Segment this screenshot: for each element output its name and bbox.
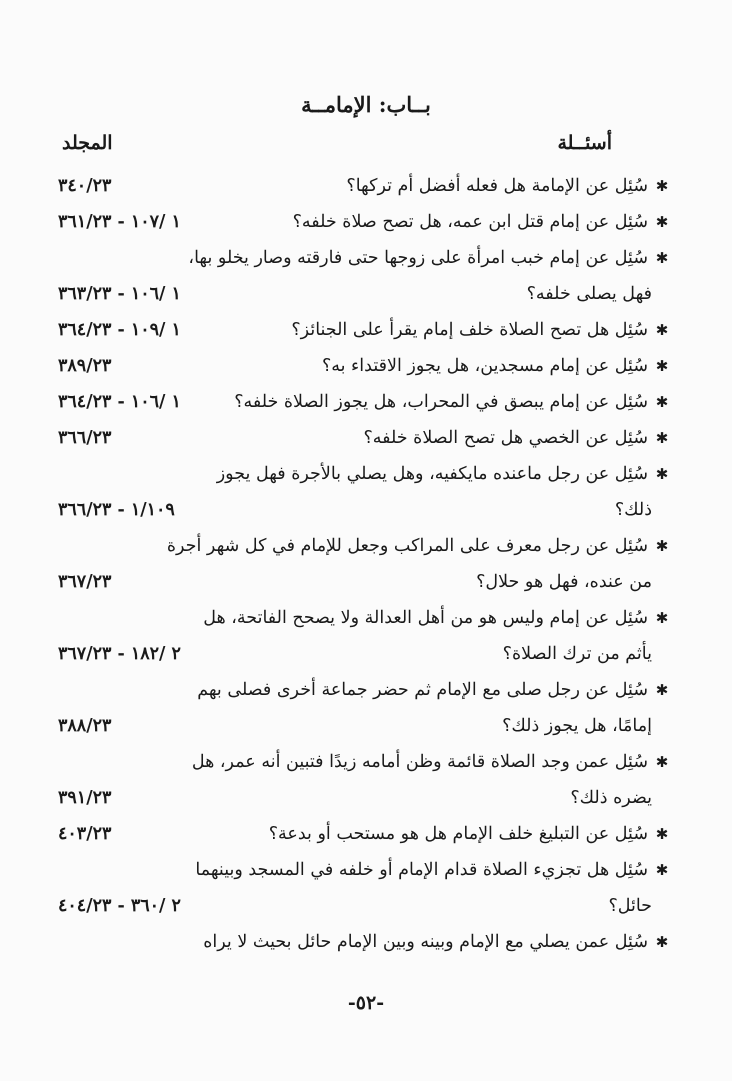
question-text: فهل يصلى خلفه؟ [526,284,652,304]
list-item [0,852,732,888]
list-item [0,276,732,312]
question-text: سُئِل عن إمام وليس هو من أهل العدالة ولا يصحح الفاتحة، هل [203,608,648,628]
question-text: حائل؟ [608,896,652,916]
list-item [0,672,732,708]
volume-reference: ١ /١٠٧ - ٣٦١/٢٣ [58,212,181,232]
list-item [0,636,732,672]
volume-reference: ١ /١٠٩ - ٣٦٤/٢٣ [58,320,181,340]
list-item [0,528,732,564]
page-number: -٥٢- [347,992,385,1014]
page-title: بــاب: الإمامــة [301,92,431,117]
volume-reference: ٣٩١/٢٣ [58,788,112,808]
volume-reference: ١ /١٠٦ - ٣٦٣/٢٣ [58,284,181,304]
question-text: يأثم من ترك الصلاة؟ [502,644,652,664]
list-item [0,456,732,492]
question-text: سُئِل عمن وجد الصلاة قائمة وظن أمامه زيدًا فتبين أنه عمر، هل [191,752,648,772]
question-text: سُئِل هل تجزيء الصلاة قدام الإمام أو خلفه في المسجد وبينهما [195,860,648,880]
list-item [0,348,732,384]
list-item [0,204,732,240]
asterisk-bullet-icon: ✱ [655,537,669,555]
asterisk-bullet-icon: ✱ [655,861,669,879]
volume-reference: ٣٦٦/٢٣ [58,428,112,448]
list-item [0,168,732,204]
list-item [0,816,732,852]
list-item [0,780,732,816]
volume-reference: ٣٨٨/٢٣ [58,716,112,736]
list-item [0,384,732,420]
list-item [0,708,732,744]
list-item [0,924,732,960]
list-item [0,600,732,636]
volume-column-header: المجلد [62,132,113,154]
question-text: سُئِل عمن يصلي مع الإمام وبينه وبين الإمام حائل بحيث لا يراه [203,932,648,952]
asterisk-bullet-icon: ✱ [655,465,669,483]
asterisk-bullet-icon: ✱ [655,681,669,699]
list-item [0,564,732,600]
asterisk-bullet-icon: ✱ [655,933,669,951]
question-text: سُئِل عن الخصي هل تصح الصلاة خلفه؟ [363,428,648,448]
list-item [0,492,732,528]
list-item [0,744,732,780]
asterisk-bullet-icon: ✱ [655,321,669,339]
volume-reference: ١ /١٠٦ - ٣٦٤/٢٣ [58,392,181,412]
question-text: سُئِل عن إمام يبصق في المحراب، هل يجوز الصلاة خلفه؟ [234,392,648,412]
asterisk-bullet-icon: ✱ [655,825,669,843]
question-text: سُئِل عن رجل ماعنده مايكفيه، وهل يصلي بالأجرة فهل يجوز [216,464,648,484]
asterisk-bullet-icon: ✱ [655,609,669,627]
volume-reference: ٣٨٩/٢٣ [58,356,112,376]
questions-column-header: أسئــلة [557,132,612,154]
question-text: من عنده، فهل هو حلال؟ [476,572,652,592]
volume-reference: ١/١٠٩ - ٣٦٦/٢٣ [58,500,175,520]
question-text: ذلك؟ [614,500,652,520]
question-text: سُئِل عن إمام خبب امرأة على زوجها حتى فارقته وصار يخلو بها، [188,248,648,268]
question-text: سُئِل عن الإمامة هل فعله أفضل أم تركها؟ [346,176,648,196]
question-text: سُئِل عن إمام قتل ابن عمه، هل تصح صلاة خلفه؟ [292,212,648,232]
asterisk-bullet-icon: ✱ [655,357,669,375]
volume-reference: ٢ /٣٦٠ - ٤٠٤/٢٣ [58,896,181,916]
question-text: إمامًا، هل يجوز ذلك؟ [502,716,652,736]
question-text: سُئِل عن إمام مسجدين، هل يجوز الاقتداء به؟ [321,356,648,376]
asterisk-bullet-icon: ✱ [655,429,669,447]
question-text: سُئِل هل تصح الصلاة خلف إمام يقرأ على الجنائز؟ [291,320,648,340]
question-text: سُئِل عن التبليغ خلف الإمام هل هو مستحب أو بدعة؟ [268,824,648,844]
list-item [0,420,732,456]
list-item [0,312,732,348]
volume-reference: ٣٤٠/٢٣ [58,176,112,196]
volume-reference: ٣٦٧/٢٣ [58,572,112,592]
question-text: سُئِل عن رجل معرف على المراكب وجعل للإمام في كل شهر أجرة [166,536,648,556]
list-item [0,240,732,276]
asterisk-bullet-icon: ✱ [655,393,669,411]
asterisk-bullet-icon: ✱ [655,249,669,267]
asterisk-bullet-icon: ✱ [655,213,669,231]
volume-reference: ٢ /١٨٢ - ٣٦٧/٢٣ [58,644,181,664]
list-item [0,888,732,924]
question-text: يضره ذلك؟ [570,788,652,808]
volume-reference: ٤٠٣/٢٣ [58,824,112,844]
asterisk-bullet-icon: ✱ [655,753,669,771]
question-text: سُئِل عن رجل صلى مع الإمام ثم حضر جماعة أخرى فصلى بهم [197,680,648,700]
asterisk-bullet-icon: ✱ [655,177,669,195]
